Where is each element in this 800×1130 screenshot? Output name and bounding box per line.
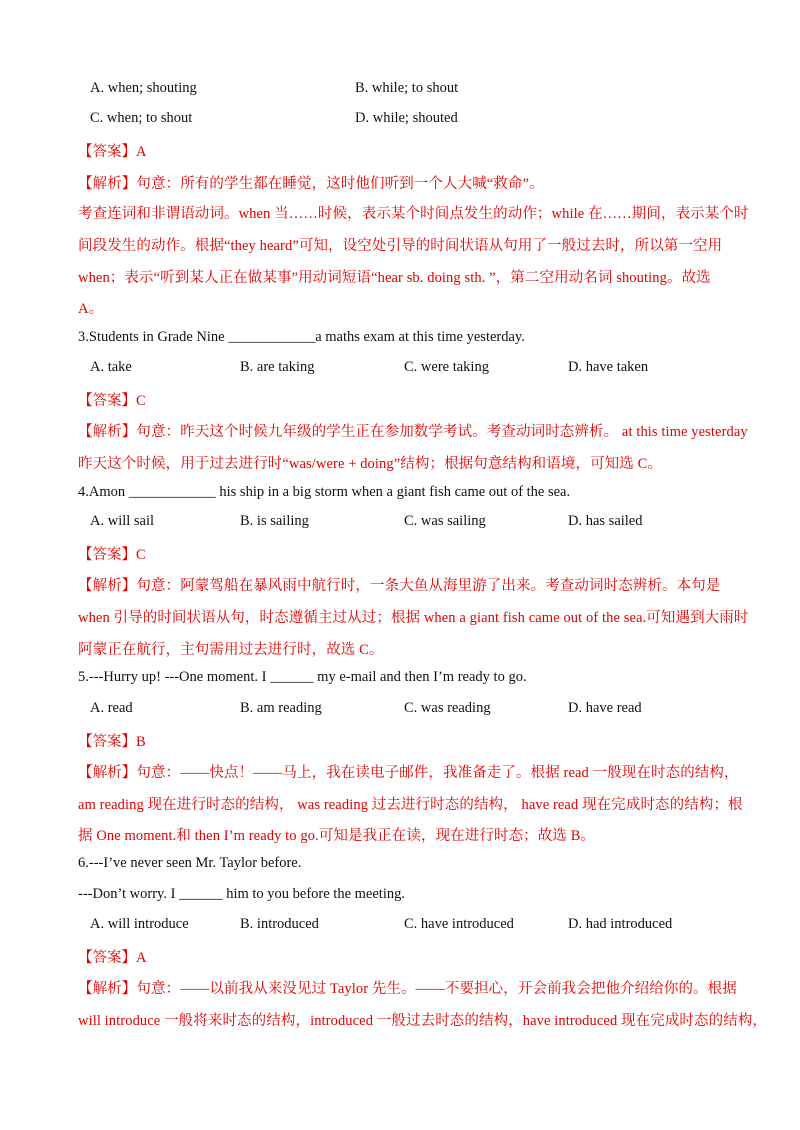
q2-analysis-line: 间段发生的动作。根据“they heard”可知，设空处引导的时间状语从句用了一般过去时，所以第一空用 bbox=[78, 238, 723, 254]
q2-answer: 【答案】A bbox=[78, 144, 147, 160]
q2-option-b: B. while; to shout bbox=[355, 80, 459, 96]
q3-answer: 【答案】C bbox=[78, 393, 146, 409]
q3-stem: 3.Students in Grade Nine ____________a maths exam at this time yesterday. bbox=[78, 329, 525, 345]
q4-option-d: D. has sailed bbox=[568, 513, 643, 529]
q3-option-a: A. take bbox=[90, 359, 132, 375]
q6-analysis-line: 【解析】句意：——以前我从来没见过 Taylor 先生。——不要担心，开会前我会把他介绍给你的。根据 bbox=[78, 981, 737, 997]
q4-option-b: B. is sailing bbox=[240, 513, 309, 529]
q4-option-c: C. was sailing bbox=[404, 513, 486, 529]
q4-stem: 4.Amon ____________ his ship in a big storm when a giant fish came out of the sea. bbox=[78, 484, 571, 500]
q3-option-d: D. have taken bbox=[568, 359, 649, 375]
q5-option-a: A. read bbox=[90, 700, 133, 716]
q5-option-d: D. have read bbox=[568, 700, 642, 716]
q4-analysis-line: 阿蒙正在航行，主句需用过去进行时，故选 C。 bbox=[78, 642, 384, 658]
q3-option-c: C. were taking bbox=[404, 359, 489, 375]
q6-option-b: B. introduced bbox=[240, 916, 319, 932]
q5-analysis-line: 据 One moment.和 then I’m ready to go.可知是我正在读，现在进行时态；故选 B。 bbox=[78, 828, 596, 844]
q5-analysis-line: 【解析】句意：——快点！——马上，我在读电子邮件，我准备走了。根据 read 一般现在时态的结构， bbox=[78, 765, 739, 781]
q4-analysis-line: 【解析】句意：阿蒙驾船在暴风雨中航行时，一条大鱼从海里游了出来。考查动词时态辨析。本句是 bbox=[78, 578, 721, 594]
q5-option-b: B. am reading bbox=[240, 700, 322, 716]
q2-option-a: A. when; shouting bbox=[90, 80, 197, 96]
q5-answer: 【答案】B bbox=[78, 734, 146, 750]
q2-analysis-line: 考查连词和非谓语动词。when 当……时候，表示某个时间点发生的动作；while 在……期间，表示某个时 bbox=[78, 206, 749, 222]
q6-option-a: A. will introduce bbox=[90, 916, 189, 932]
q6-option-d: D. had introduced bbox=[568, 916, 673, 932]
q5-option-c: C. was reading bbox=[404, 700, 491, 716]
q6-answer: 【答案】A bbox=[78, 950, 147, 966]
q3-analysis-line: 【解析】句意：昨天这个时候九年级的学生正在参加数学考试。考查动词时态辨析。 at this time yesterday bbox=[78, 424, 748, 440]
q3-analysis-line: 昨天这个时候，用于过去进行时“was/were + doing”结构；根据句意结构和语境，可知选 C。 bbox=[78, 456, 662, 472]
q2-option-c: C. when; to shout bbox=[90, 110, 193, 126]
q6-analysis-line: will introduce 一般将来时态的结构，introduced 一般过去时态的结构，have introduced 现在完成时态的结构， bbox=[78, 1013, 768, 1029]
q5-analysis-line: am reading 现在进行时态的结构， was reading 过去进行时态的结构， have read 现在完成时态的结构；根 bbox=[78, 797, 743, 813]
q6-option-c: C. have introduced bbox=[404, 916, 514, 932]
q3-option-b: B. are taking bbox=[240, 359, 315, 375]
q4-analysis-line: when 引导的时间状语从句，时态遵循主过从过；根据 when a giant fish came out of the sea.可知遇到大雨时 bbox=[78, 610, 749, 626]
q2-option-d: D. while; shouted bbox=[355, 110, 458, 126]
q5-stem: 5.---Hurry up! ---One moment. I ______ my e-mail and then I’m ready to go. bbox=[78, 669, 527, 685]
q4-option-a: A. will sail bbox=[90, 513, 155, 529]
q6-stem-reply: ---Don’t worry. I ______ him to you before the meeting. bbox=[78, 886, 405, 902]
q6-stem: 6.---I’ve never seen Mr. Taylor before. bbox=[78, 855, 302, 871]
q2-analysis-line: when；表示“听到某人正在做某事”用动词短语“hear sb. doing sth. ”，第二空用动名词 shouting。故选 bbox=[78, 270, 711, 286]
q4-answer: 【答案】C bbox=[78, 547, 146, 563]
q2-analysis-line: A。 bbox=[78, 301, 104, 317]
q2-analysis-line: 【解析】句意：所有的学生都在睡觉，这时他们听到一个人大喊“救命”。 bbox=[78, 176, 544, 192]
